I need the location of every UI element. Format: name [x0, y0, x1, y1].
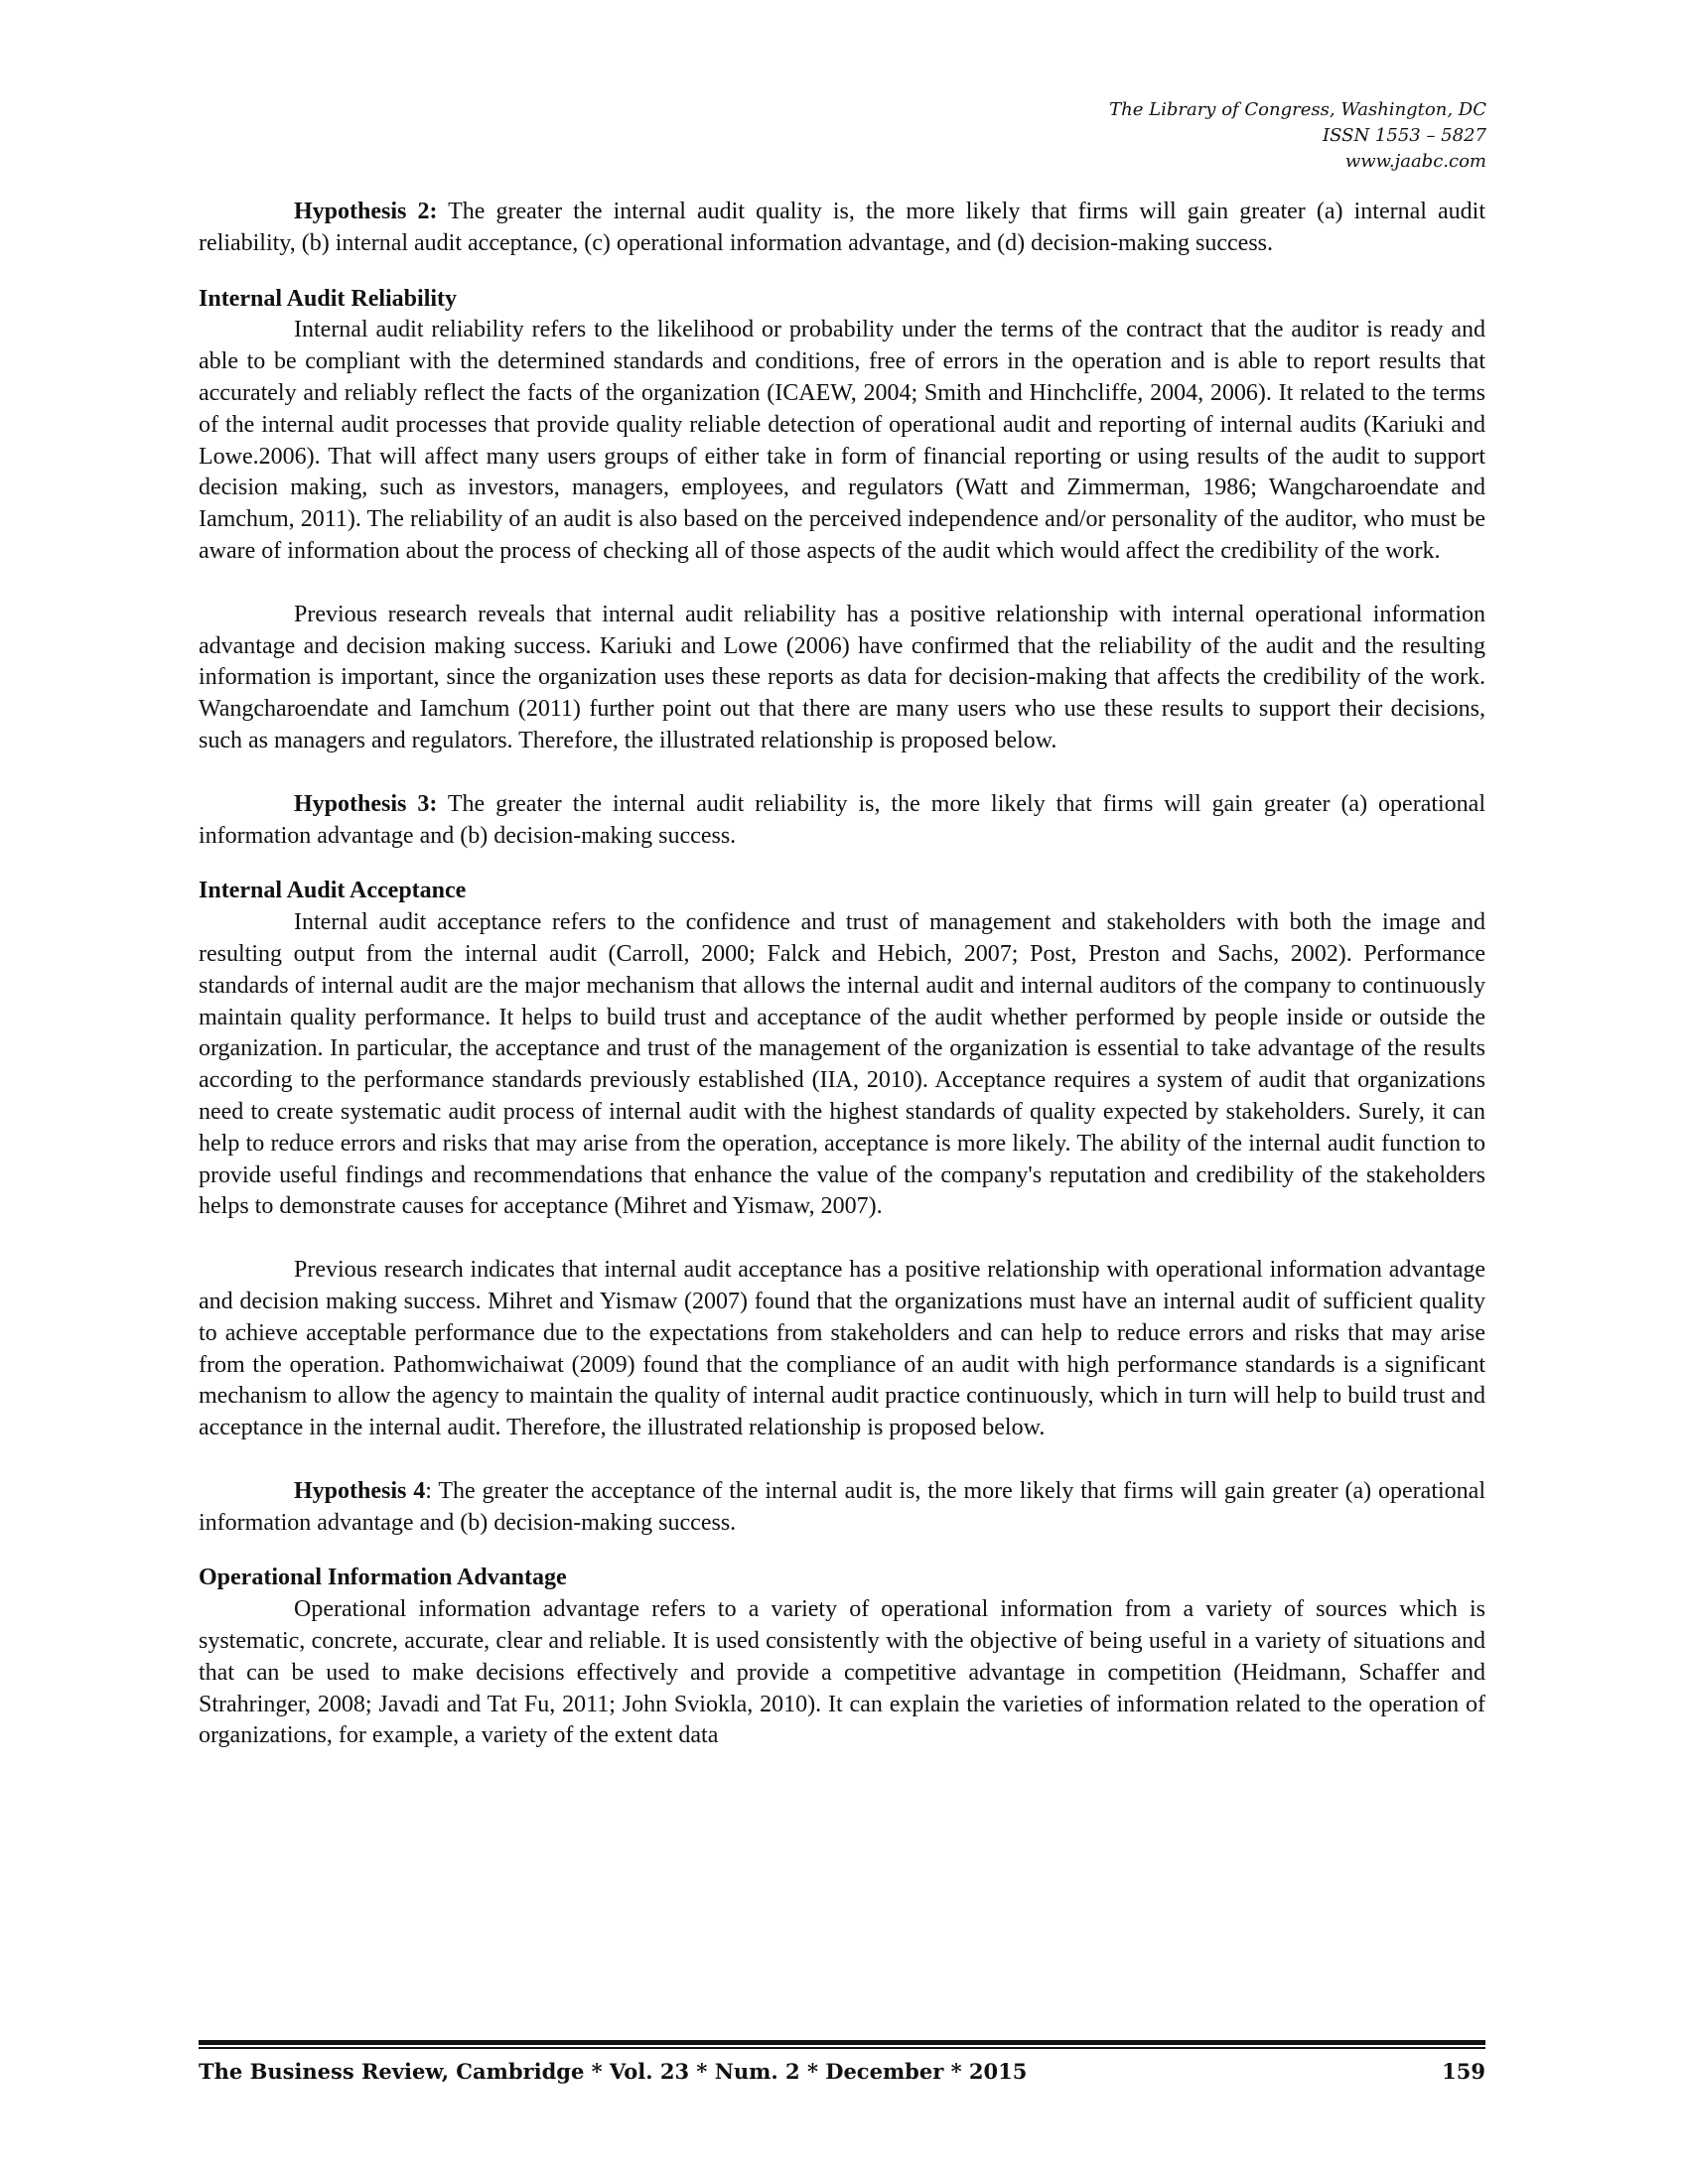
header-website: www.jaabc.com	[1344, 151, 1486, 172]
hypothesis-2-label: Hypothesis 2:	[294, 199, 438, 224]
header-issn: ISSN 1553 – 5827	[1323, 125, 1486, 146]
operational-paragraph-1: Operational information advantage refers to a variety of operational information from a variety of sources which is systematic, concrete, accurate, clear and reliable. It is used consistently with the objective of being useful in a variety of situations and that can be used to make decisions effectively and provide a competitive advantage in competition (Heidmann, Schaffer and Strahringer, 2008; Javadi and Tat Fu, 2011; John Sviokla, 2010). It can explain the varieties of information related to the operation of organizations, for example, a variety of the extent data	[199, 1596, 1485, 1749]
acceptance-paragraph-1: Internal audit acceptance refers to the confidence and trust of management and stakeholders with both the image and resulting output from the internal audit (Carroll, 2000; Falck and Hebich, 2007; Post, Preston and Sachs, 2002). Performance standards of internal audit are the major mechanism that allows the internal audit and internal auditors of the company to continuously maintain quality performance. It helps to build trust and acceptance of the audit whether performed by people inside or outside the organization. In particular, the acceptance and trust of the management of the organization is essential to take advantage of the results according to the performance standards previously established (IIA, 2010). Acceptance requires a system of audit that organizations need to create systematic audit process of internal audit with the highest standards of quality expected by stakeholders. Surely, it can help to reduce errors and risks that may arise from the operation, acceptance is more likely. The ability of the internal audit function to provide useful findings and recommendations that enhance the value of the company's reputation and credibility of the stakeholders helps to demonstrate causes for acceptance (Mihret and Yismaw, 2007).	[199, 909, 1485, 1220]
hypothesis-3-text: The greater the internal audit reliability is, the more likely that firms will gain greater (a) operational information advantage and (b) decision-making success.	[199, 790, 1485, 849]
acceptance-paragraph-2: Previous research indicates that internal audit acceptance has a positive relationship with operational information advantage and decision making success. Mihret and Yismaw (2007) found that the organizations must have an internal audit of sufficient quality to achieve acceptable performance due to the expectations from stakeholders and can help to reduce errors and risks that may arise from the operation. Pathomwichaiwat (2009) found that the compliance of an audit with high performance standards is a significant mechanism to allow the agency to maintain the quality of internal audit practice continuously, which in turn will help to build trust and acceptance in the internal audit. Therefore, the illustrated relationship is proposed below.	[199, 1257, 1485, 1441]
heading-operational-information-advantage: Operational Information Advantage	[199, 1565, 567, 1591]
header-library: The Library of Congress, Washington, DC	[1109, 99, 1486, 120]
hypothesis-3	[199, 789, 1485, 853]
hypothesis-3-label: Hypothesis 3:	[294, 790, 438, 817]
hypothesis-4	[199, 1476, 1485, 1540]
footer-divider	[199, 2040, 1485, 2049]
page-number: 159	[1442, 2059, 1485, 2084]
hypothesis-2	[199, 197, 1485, 260]
footer-journal-citation: The Business Review, Cambridge * Vol. 23 * Num. 2 * December * 2015	[199, 2059, 1028, 2084]
reliability-paragraph-2: Previous research reveals that internal audit reliability has a positive relationship with internal operational information advantage and decision making success. Kariuki and Lowe (2006) have confirmed that the reliability of the audit and the resulting information is important, since the organization uses these reports as data for decision-making that affects the credibility of the work. Wangcharoendate and Iamchum (2011) further point out that there are many users who use these results to support their decisions, such as managers and regulators. Therefore, the illustrated relationship is proposed below.	[199, 601, 1485, 753]
heading-internal-audit-acceptance: Internal Audit Acceptance	[199, 878, 467, 904]
hypothesis-2-text: The greater the internal audit quality is, the more likely that firms will gain greater (a) internal audit reliability, (b) internal audit acceptance, (c) operational information advantage, and (d) decision-making success.	[199, 199, 1486, 256]
hypothesis-4-text: : The greater the acceptance of the internal audit is, the more likely that firms will gain greater (a) operational information advantage and (b) decision-making success.	[199, 1477, 1485, 1536]
article-body	[199, 197, 1485, 1752]
running-footer	[199, 2055, 1485, 2095]
reliability-paragraph-1: Internal audit reliability refers to the likelihood or probability under the terms of the contract that the auditor is ready and able to be compliant with the determined standards and conditions, free of errors in the operation and is able to report results that accurately and reliably reflect the facts of the organization (ICAEW, 2004; Smith and Hinchcliffe, 2004, 2006). It related to the terms of the internal audit processes that provide quality reliable detection of operational audit and reporting of internal audits (Kariuki and Lowe.2006). That will affect many users groups of either take in form of financial reporting or using results of the audit to support decision making, such as investors, managers, employees, and regulators (Watt and Zimmerman, 1986; Wangcharoendate and Iamchum, 2011). The reliability of an audit is also based on the perceived independence and/or personality of the auditor, who must be aware of information about the process of checking all of those aspects of the audit which would affect the credibility of the work.	[199, 317, 1485, 564]
heading-internal-audit-reliability: Internal Audit Reliability	[199, 285, 458, 312]
hypothesis-4-label: Hypothesis 4	[294, 1477, 426, 1504]
running-header	[1109, 97, 1486, 175]
